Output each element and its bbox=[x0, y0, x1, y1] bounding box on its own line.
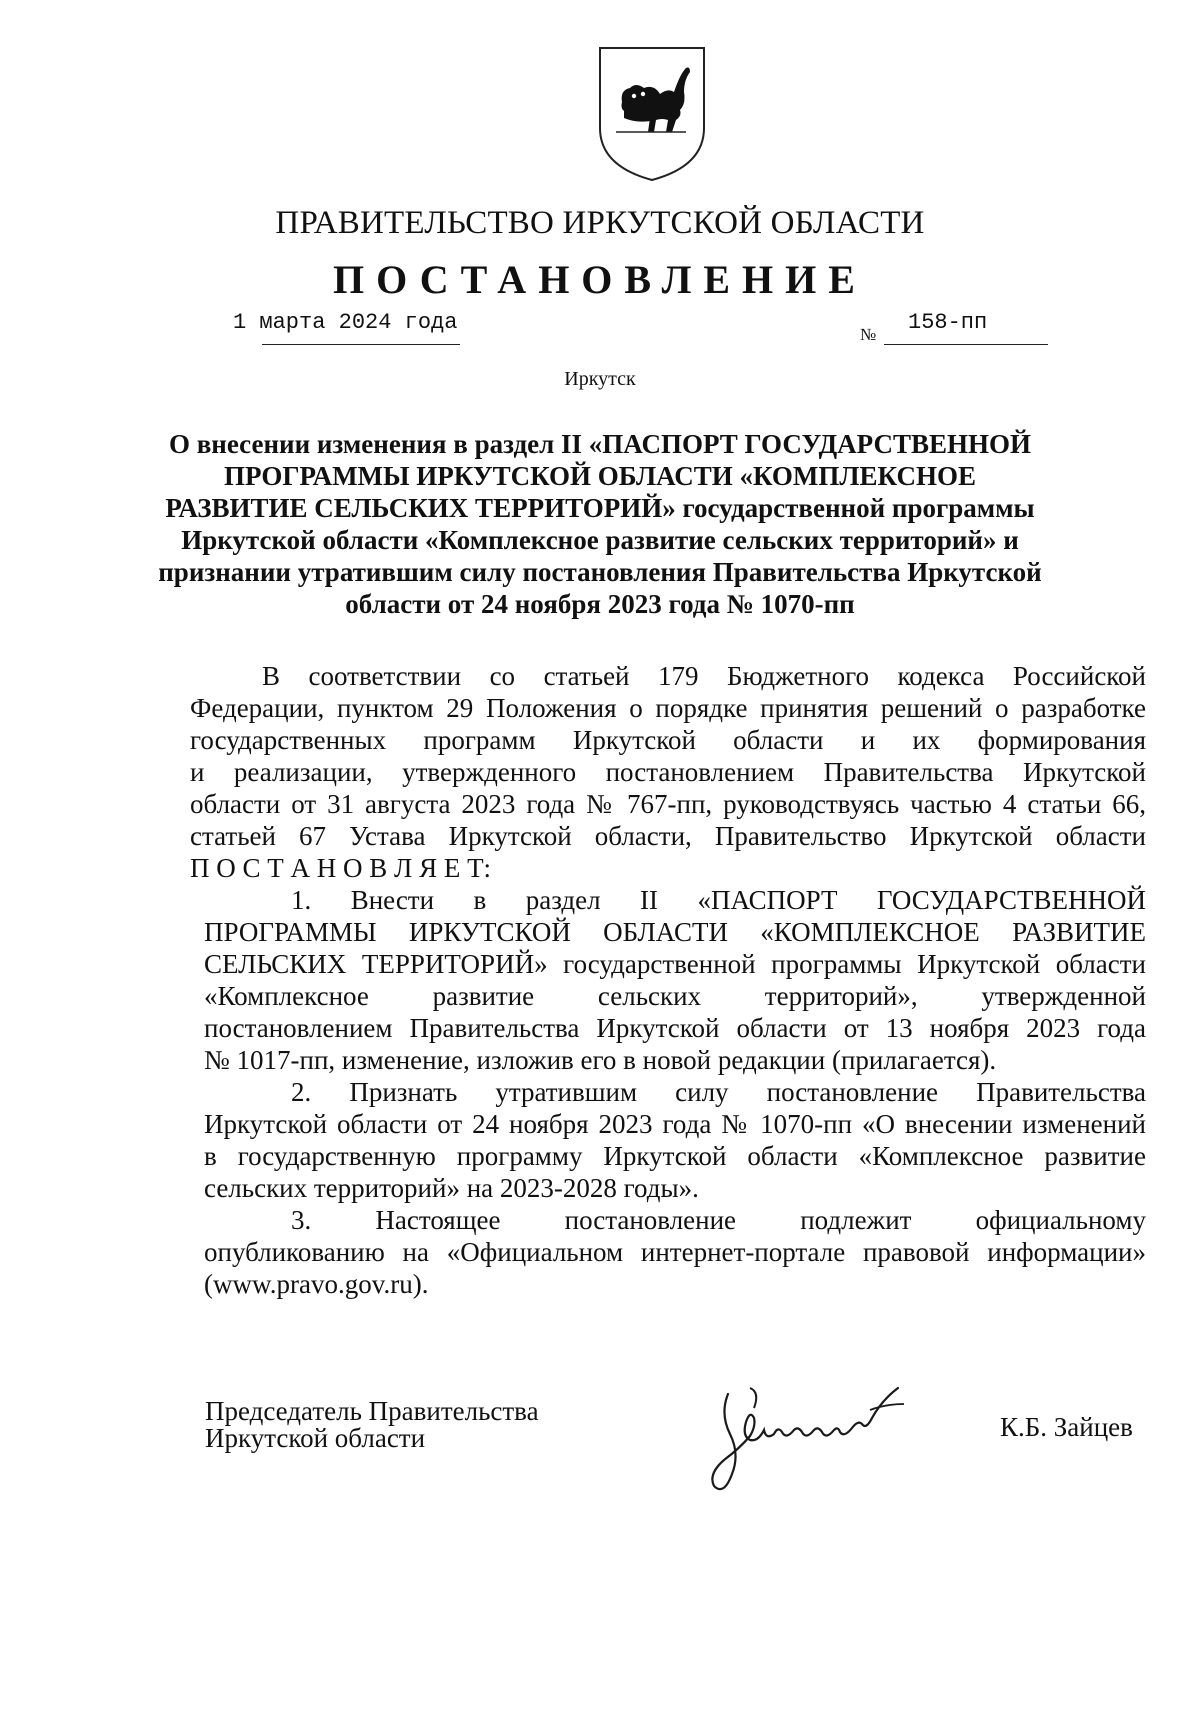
heading-line: признании утратившим силу постановления Правительства Иркутской bbox=[158, 557, 1042, 587]
heading-line: ПРОГРАММЫ ИРКУТСКОЙ ОБЛАСТИ «КОМПЛЕКСНОЕ bbox=[224, 461, 976, 491]
government-title: ПРАВИТЕЛЬСТВО ИРКУТСКОЙ ОБЛАСТИ bbox=[275, 205, 925, 241]
body-line: В соответствии со статьей 179 Бюджетного кодекса Российской bbox=[262, 661, 1146, 691]
body-line: СЕЛЬСКИХ ТЕРРИТОРИЙ» государственной программы Иркутской области bbox=[204, 949, 1146, 979]
body-line: 3. Настоящее постановление подлежит официальному bbox=[291, 1205, 1146, 1235]
body-line: «Комплексное развитие сельских территорий», утвержденной bbox=[204, 981, 1146, 1011]
irkutsk-coat-of-arms-icon bbox=[596, 44, 708, 184]
document-date: 1 марта 2024 года bbox=[233, 310, 458, 335]
handwritten-signature-icon bbox=[690, 1374, 930, 1514]
number-underline bbox=[884, 344, 1048, 345]
preamble bbox=[190, 660, 1146, 884]
document-heading bbox=[150, 428, 1050, 620]
body-line: Федерации, пунктом 29 Положения о порядке принятия решений о разработке bbox=[190, 693, 1146, 723]
signer-name: К.Б. Зайцев bbox=[1000, 1412, 1133, 1442]
item-3 bbox=[190, 1204, 1146, 1300]
body-line: области от 31 августа 2023 года № 767-пп, руководствуясь частью 4 статьи 66, bbox=[190, 789, 1146, 819]
body-line: статьей 67 Устава Иркутской области, Правительство Иркутской области bbox=[190, 821, 1146, 851]
body-line: 2. Признать утратившим силу постановление Правительства bbox=[291, 1077, 1146, 1107]
heading-line: Иркутской области «Комплексное развитие сельских территорий» и bbox=[181, 525, 1019, 555]
body-line: и реализации, утвержденного постановлением Правительства Иркутской bbox=[190, 757, 1146, 787]
heading-line: области от 24 ноября 2023 года № 1070-пп bbox=[345, 589, 855, 619]
body-line: 1. Внести в раздел II «ПАСПОРТ ГОСУДАРСТВЕННОЙ bbox=[291, 885, 1146, 915]
body-line: (www.pravo.gov.ru). bbox=[204, 1269, 429, 1299]
heading-line: РАЗВИТИЕ СЕЛЬСКИХ ТЕРРИТОРИЙ» государственной программы bbox=[165, 493, 1035, 523]
body-line: в государственную программу Иркутской области «Комплексное развитие bbox=[204, 1141, 1146, 1171]
item-2 bbox=[190, 1076, 1146, 1204]
body-line: сельских территорий» на 2023-2028 годы». bbox=[204, 1173, 699, 1203]
number-sign: № bbox=[860, 325, 877, 344]
body-line: Иркутской области от 24 ноября 2023 года № 1070-пп «О внесении изменений bbox=[204, 1109, 1146, 1139]
item-1 bbox=[190, 884, 1146, 1076]
position-line: Председатель Правительства bbox=[205, 1396, 539, 1426]
document-city: Иркутск bbox=[564, 368, 636, 390]
document-type-title: ПОСТАНОВЛЕНИЕ bbox=[333, 257, 867, 302]
heading-line: О внесении изменения в раздел II «ПАСПОРТ ГОСУДАРСТВЕННОЙ bbox=[168, 429, 1032, 459]
position-line: Иркутской области bbox=[205, 1423, 426, 1453]
document-body bbox=[190, 660, 1146, 1300]
body-line: государственных программ Иркутской области и их формирования bbox=[190, 725, 1146, 755]
body-line: ПРОГРАММЫ ИРКУТСКОЙ ОБЛАСТИ «КОМПЛЕКСНОЕ РАЗВИТИЕ bbox=[204, 917, 1146, 947]
document-number: 158-пп bbox=[908, 310, 988, 335]
body-line-decree: П О С Т А Н О В Л Я Е Т: bbox=[190, 853, 492, 883]
body-line: № 1017-пп, изменение, изложив его в новой редакции (прилагается). bbox=[204, 1045, 997, 1075]
signatory-position bbox=[205, 1398, 539, 1452]
date-underline bbox=[262, 344, 460, 345]
body-line: опубликованию на «Официальном интернет-портале правовой информации» bbox=[204, 1237, 1146, 1267]
body-line: постановлением Правительства Иркутской области от 13 ноября 2023 года bbox=[204, 1013, 1146, 1043]
